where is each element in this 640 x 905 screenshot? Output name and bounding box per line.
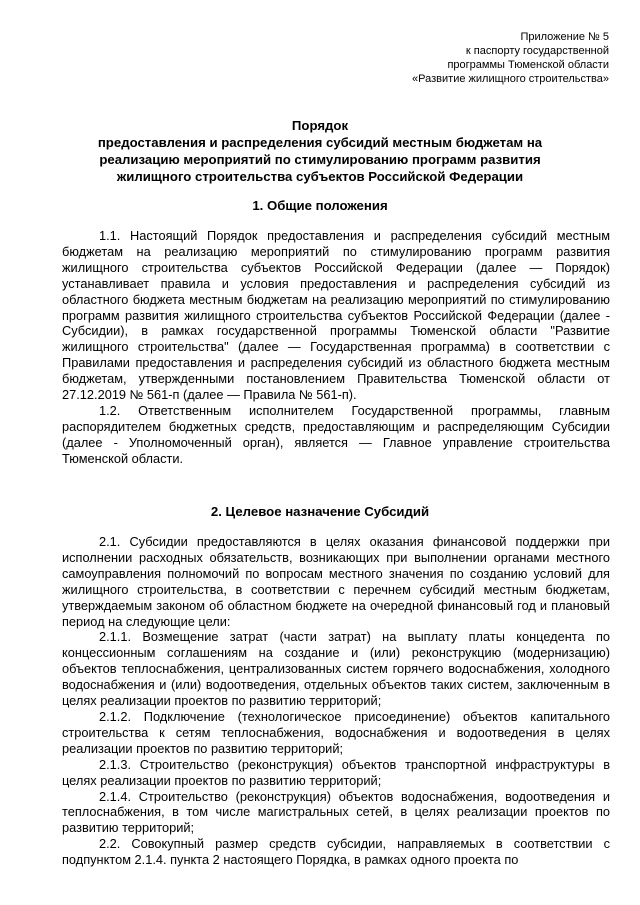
appendix-line: к паспорту государственной (465, 45, 609, 57)
title-line: жилищного строительства субъектов Российской Федерации (116, 169, 524, 184)
title-line: предоставления и распределения субсидий местным бюджетам на (97, 135, 543, 150)
section-2-heading: 2. Целевое назначение Субсидий (210, 504, 430, 519)
section-2-body (62, 534, 610, 868)
section-1-body (62, 228, 610, 467)
paragraph-2-1-4: 2.1.4. Строительство (реконструкция) объектов водоснабжения, водоотведения и теплоснабжения, в том числе магистральных сетей, в целях реализации проектов по развитию территорий; (62, 788, 610, 836)
paragraph-1-2: 1.2. Ответственным исполнителем Государственной программы, главным распорядителем бюджетных средств, предоставляющим и распределяющим Субсидии (далее - Уполномоченный орган), является — Главное управление строительства Тюменской области. (62, 402, 610, 466)
title-line: реализацию мероприятий по стимулированию программ развития (99, 152, 541, 167)
section-1-heading: 1. Общие положения (252, 198, 388, 213)
appendix-line: программы Тюменской области (447, 59, 609, 71)
appendix-line: «Развитие жилищного строительства» (412, 73, 609, 85)
paragraph-2-1: 2.1. Субсидии предоставляются в целях оказания финансовой поддержки при исполнении расходных обязательств, возникающих при выполнении органами местного самоуправления полномочий по вопросам местного значения по созданию условий для жилищного строительства, в соответствии с перечнем субсидий местным бюджетам, утверждаемым законом об областном бюджете на очередной финансовый год и плановый период на следующие цели: (62, 534, 610, 629)
paragraph-2-2: 2.2. Совокупный размер средств субсидии, направляемых в соответствии с подпунктом 2.1.4. пункта 2 настоящего Порядка, в рамках одного проекта по (62, 836, 610, 868)
title-line: Порядок (291, 118, 349, 133)
paragraph-1-1: 1.1. Настоящий Порядок предоставления и распределения субсидий местным бюджетам на реализацию мероприятий по стимулированию программ развития жилищного строительства субъектов Российской Федерации (далее — Порядок) устанавливает правила и условия предоставления и распределения субсидий из областного бюджета местным бюджетам на реализацию мероприятий по стимулированию программ развития жилищного строительства субъектов Российской Федерации (далее - Субсидии), в рамках государственной программы Тюменской области "Развитие жилищного строительства" (далее — Государственная программа) в соответствии с Правилами предоставления и распределения субсидий из областного бюджета местным бюджетам, утвержденными постановлением Правительства Тюменской области от 27.12.2019 № 561-п (далее — Правила № 561-п). (62, 228, 610, 403)
appendix-note (349, 30, 609, 86)
appendix-line: Приложение № 5 (520, 31, 609, 43)
paragraph-2-1-3: 2.1.3. Строительство (реконструкция) объектов транспортной инфраструктуры в целях реализации проектов по развитию территорий; (62, 756, 610, 788)
paragraph-2-1-1: 2.1.1. Возмещение затрат (части затрат) на выплату платы концедента по концессионным соглашениям на создание и (или) реконструкцию (модернизацию) объектов теплоснабжения, централизованных систем горячего водоснабжения, холодного водоснабжения и (или) водоотведения, отдельных объектов таких систем, заключенным в целях реализации проектов по развитию территорий; (62, 629, 610, 709)
paragraph-2-1-2: 2.1.2. Подключение (технологическое присоединение) объектов капитального строительства к сетям теплоснабжения, водоснабжения и водоотведения в целях реализации проектов по развитию территорий; (62, 708, 610, 756)
document-title (60, 117, 580, 185)
